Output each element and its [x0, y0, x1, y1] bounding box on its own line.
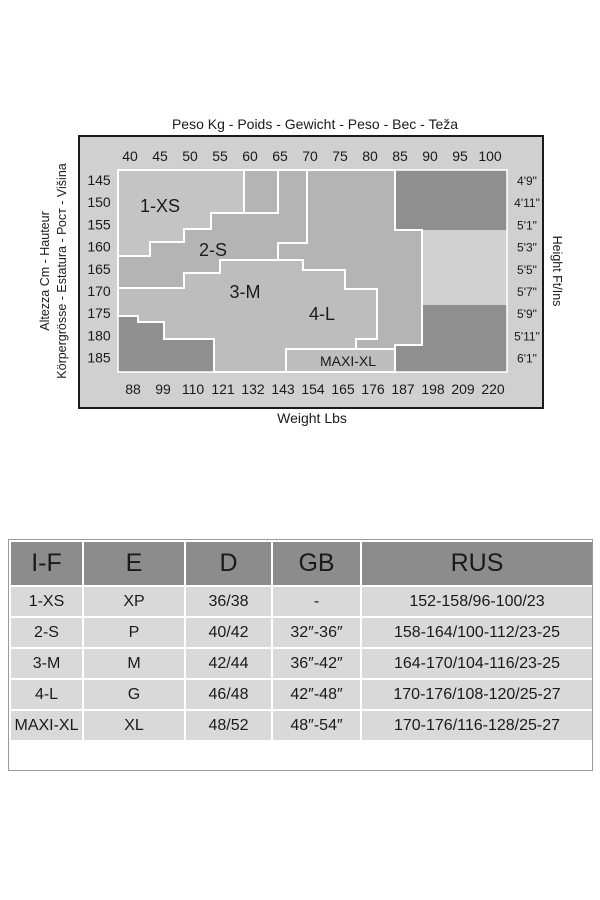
cell-gb: 32″-36″	[272, 617, 361, 648]
header-rus: RUS	[361, 541, 593, 586]
x-lbs-tick-label: 143	[271, 381, 295, 397]
x-lbs-tick-label: 110	[181, 381, 205, 397]
y-cm-tick-label: 150	[87, 194, 111, 211]
y-ftin-tick-labels	[514, 174, 540, 366]
y-ftin-tick-label: 5'3"	[517, 240, 537, 255]
cell-i-f: MAXI-XL	[10, 710, 83, 741]
cell-gb: 36″-42″	[272, 648, 361, 679]
cell-d: 40/42	[185, 617, 272, 648]
zone-label-1-xs: 1-XS	[139, 196, 181, 216]
cell-d: 46/48	[185, 679, 272, 710]
table-header-row	[10, 541, 593, 586]
cell-i-f: 3-M	[10, 648, 83, 679]
y-cm-tick-label: 180	[87, 327, 111, 344]
x-kg-tick-label: 95	[452, 148, 468, 164]
y-ftin-tick-label: 5'5"	[517, 262, 537, 277]
x-lbs-tick-label: 220	[481, 381, 505, 397]
x-kg-tick-label: 55	[212, 148, 228, 164]
table-row	[10, 617, 593, 648]
size-conversion-table	[9, 540, 594, 742]
x-lbs-tick-label: 176	[361, 381, 385, 397]
cell-gb: 42″-48″	[272, 679, 361, 710]
x-lbs-tick-label: 132	[241, 381, 265, 397]
y-axis-label-left-2: Körpergrösse - Estatura - Рост - Višina	[55, 163, 69, 379]
x-lbs-tick-label: 154	[301, 381, 325, 397]
table-row	[10, 679, 593, 710]
x-kg-tick-label: 75	[332, 148, 348, 164]
zone-label-3-m: 3-M	[229, 282, 261, 302]
x-kg-tick-label: 90	[422, 148, 438, 164]
x-kg-tick-label: 50	[182, 148, 198, 164]
y-cm-tick-labels	[87, 172, 111, 366]
x-kg-tick-label: 65	[272, 148, 288, 164]
cell-gb: -	[272, 586, 361, 617]
y-ftin-tick-label: 5'7"	[517, 285, 537, 299]
x-axis-label: Weight Lbs	[277, 410, 347, 426]
y-cm-tick-label: 170	[87, 283, 111, 299]
x-kg-tick-label: 70	[302, 148, 318, 164]
y-ftin-tick-label: 5'11"	[514, 329, 540, 344]
cell-rus: 158-164/100-112/23-25	[361, 617, 593, 648]
cell-rus: 170-176/116-128/25-27	[361, 710, 593, 741]
x-lbs-tick-label: 209	[451, 381, 475, 397]
y-axis-label-left-1: Altezza Cm - Hauteur	[38, 211, 52, 331]
x-kg-tick-label: 40	[122, 148, 138, 164]
cell-e: XP	[83, 586, 185, 617]
y-ftin-tick-label: 6'1"	[517, 351, 537, 366]
cell-rus: 170-176/108-120/25-27	[361, 679, 593, 710]
y-cm-tick-label: 160	[87, 238, 111, 255]
x-lbs-tick-label: 165	[331, 381, 355, 397]
x-kg-tick-label: 100	[478, 148, 502, 164]
x-kg-tick-label: 60	[242, 148, 258, 164]
table-row	[10, 586, 593, 617]
header-e: E	[83, 541, 185, 586]
y-ftin-tick-label: 4'9"	[517, 174, 537, 188]
cell-rus: 152-158/96-100/23	[361, 586, 593, 617]
zone-label-4-l: 4-L	[308, 304, 336, 324]
x-lbs-tick-label: 121	[211, 381, 235, 397]
y-ftin-tick-label: 5'1"	[517, 218, 537, 233]
excluded-zone-top-right	[395, 170, 507, 230]
cell-i-f: 4-L	[10, 679, 83, 710]
cell-rus: 164-170/104-116/23-25	[361, 648, 593, 679]
x-kg-tick-label: 80	[362, 148, 378, 164]
y-ftin-tick-label: 5'9"	[517, 307, 537, 322]
cell-i-f: 1-XS	[10, 586, 83, 617]
x-kg-tick-label: 85	[392, 148, 408, 164]
header-d: D	[185, 541, 272, 586]
table-row	[10, 710, 593, 741]
zone-label-maxi-xl: MAXI-XL	[319, 353, 377, 369]
cell-d: 48/52	[185, 710, 272, 741]
cell-e: XL	[83, 710, 185, 741]
y-ftin-tick-label: 4'11"	[514, 196, 540, 211]
cell-e: P	[83, 617, 185, 648]
y-cm-tick-label: 175	[87, 305, 111, 322]
x-lbs-tick-label: 99	[155, 381, 171, 397]
y-cm-tick-label: 145	[87, 172, 111, 188]
cell-e: G	[83, 679, 185, 710]
cell-gb: 48″-54″	[272, 710, 361, 741]
x-lbs-tick-label: 88	[125, 381, 141, 397]
cell-i-f: 2-S	[10, 617, 83, 648]
header-gb: GB	[272, 541, 361, 586]
x-kg-tick-label: 45	[152, 148, 168, 164]
cell-d: 36/38	[185, 586, 272, 617]
y-cm-tick-label: 155	[87, 216, 111, 233]
table-row	[10, 648, 593, 679]
header-i-f: I-F	[10, 541, 83, 586]
cell-e: M	[83, 648, 185, 679]
zone-label-2-s: 2-S	[198, 240, 228, 260]
x-lbs-tick-label: 187	[391, 381, 415, 397]
y-cm-tick-label: 165	[87, 260, 111, 277]
y-axis-label-right: Height Ft/Ins	[550, 235, 564, 307]
x-lbs-tick-label: 198	[421, 381, 445, 397]
chart-title: Peso Kg - Poids - Gewicht - Peso - Bec - Teža	[171, 116, 459, 132]
cell-d: 42/44	[185, 648, 272, 679]
y-cm-tick-label: 185	[87, 349, 111, 366]
